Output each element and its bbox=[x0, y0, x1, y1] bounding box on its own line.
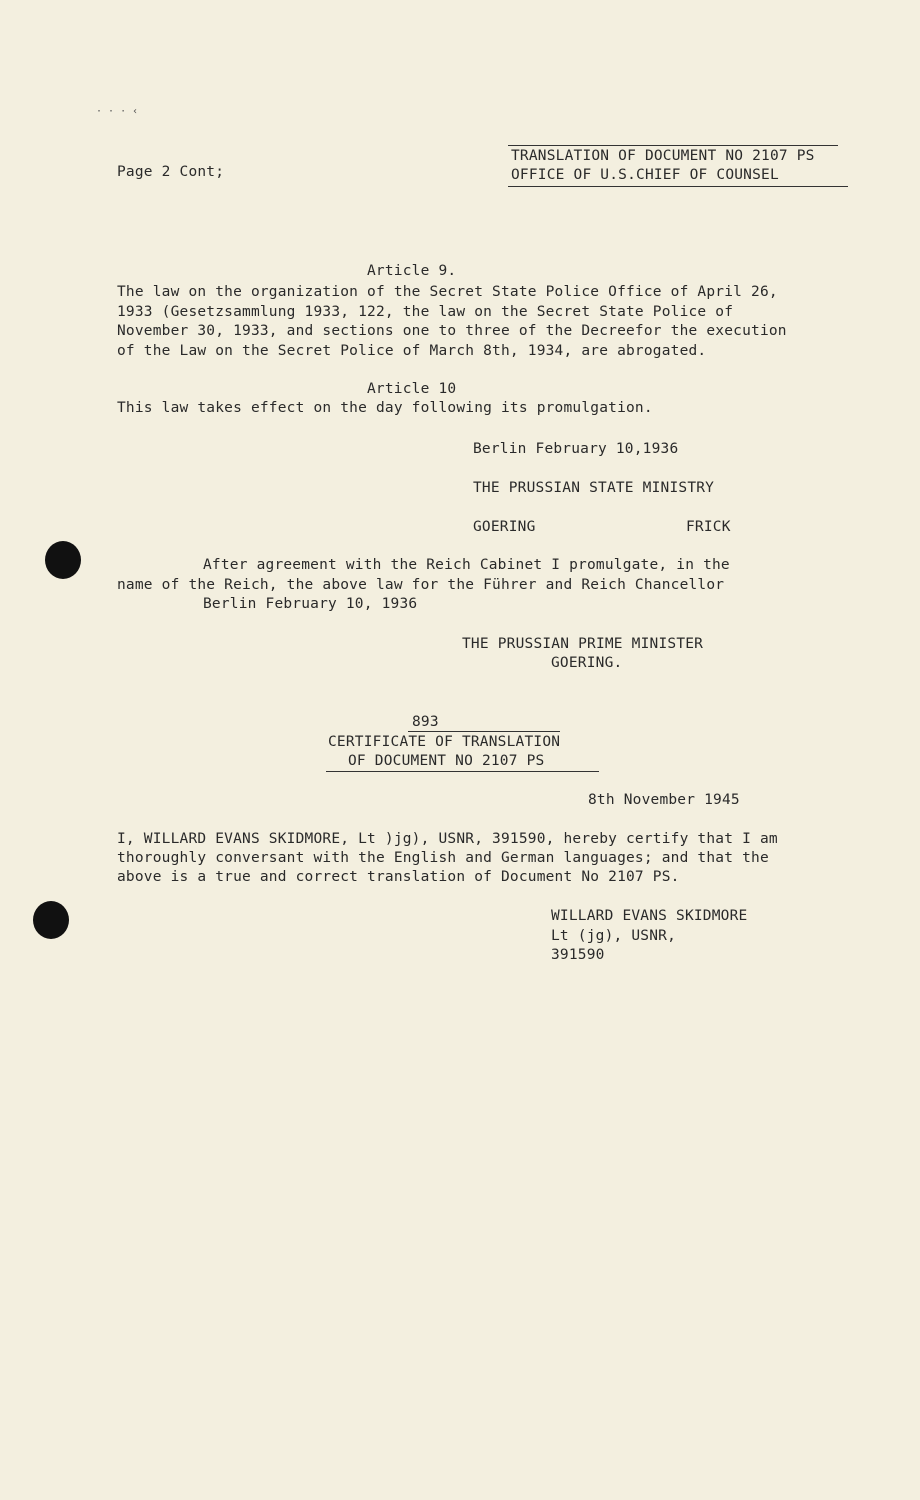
promulgation-line: After agreement with the Reich Cabinet I promulgate, in the bbox=[203, 557, 730, 573]
translator-rank: Lt (jg), USNR, bbox=[551, 928, 677, 944]
header-bottom-rule bbox=[508, 186, 848, 187]
berlin-date: Berlin February 10,1936 bbox=[473, 441, 679, 457]
paper-speck: · · · ‹ bbox=[96, 106, 139, 117]
office-of-chief-counsel: OFFICE OF U.S.CHIEF OF COUNSEL bbox=[511, 167, 779, 183]
certificate-heading-rule bbox=[326, 771, 599, 772]
article-9-heading: Article 9. bbox=[367, 263, 457, 279]
article-10-heading: Article 10 bbox=[367, 381, 457, 397]
article-9-line: 1933 (Gesetzsammlung 1933, 122, the law on the Secret State Police of bbox=[117, 304, 734, 320]
article-9-line: The law on the organization of the Secret State Police Office of April 26, bbox=[117, 284, 778, 300]
certificate-body-line: I, WILLARD EVANS SKIDMORE, Lt )jg), USNR, 391590, hereby certify that I am bbox=[117, 831, 778, 847]
translator-service-number: 391590 bbox=[551, 947, 605, 963]
header-top-rule bbox=[508, 145, 838, 146]
prussian-state-ministry: THE PRUSSIAN STATE MINISTRY bbox=[473, 480, 715, 496]
certificate-number: 893 bbox=[412, 714, 439, 730]
page-continuation-label: Page 2 Cont; bbox=[117, 164, 225, 180]
signatory-goering: GOERING bbox=[473, 519, 536, 535]
certificate-body-line: above is a true and correct translation of Document No 2107 PS. bbox=[117, 869, 680, 885]
promulgation-line: name of the Reich, the above law for the Führer and Reich Chancellor bbox=[117, 577, 725, 593]
article-9-line: November 30, 1933, and sections one to three of the Decreefor the execution bbox=[117, 323, 787, 339]
promulgation-date: Berlin February 10, 1936 bbox=[203, 596, 418, 612]
translator-name: WILLARD EVANS SKIDMORE bbox=[551, 908, 748, 924]
certificate-body-line: thoroughly conversant with the English and German languages; and that the bbox=[117, 850, 769, 866]
signatory-goering-prime-minister: GOERING. bbox=[551, 655, 623, 671]
prussian-prime-minister: THE PRUSSIAN PRIME MINISTER bbox=[462, 636, 704, 652]
translation-document-number: TRANSLATION OF DOCUMENT NO 2107 PS bbox=[511, 148, 815, 164]
certificate-number-rule bbox=[408, 731, 560, 732]
certificate-document-number: OF DOCUMENT NO 2107 PS bbox=[348, 753, 545, 769]
punch-hole bbox=[45, 541, 81, 579]
punch-hole bbox=[33, 901, 69, 939]
certificate-date: 8th November 1945 bbox=[588, 792, 740, 808]
signatory-frick: FRICK bbox=[686, 519, 731, 535]
article-9-line: of the Law on the Secret Police of March 8th, 1934, are abrogated. bbox=[117, 343, 707, 359]
certificate-heading: CERTIFICATE OF TRANSLATION bbox=[328, 734, 561, 750]
article-10-text: This law takes effect on the day following its promulgation. bbox=[117, 400, 653, 416]
